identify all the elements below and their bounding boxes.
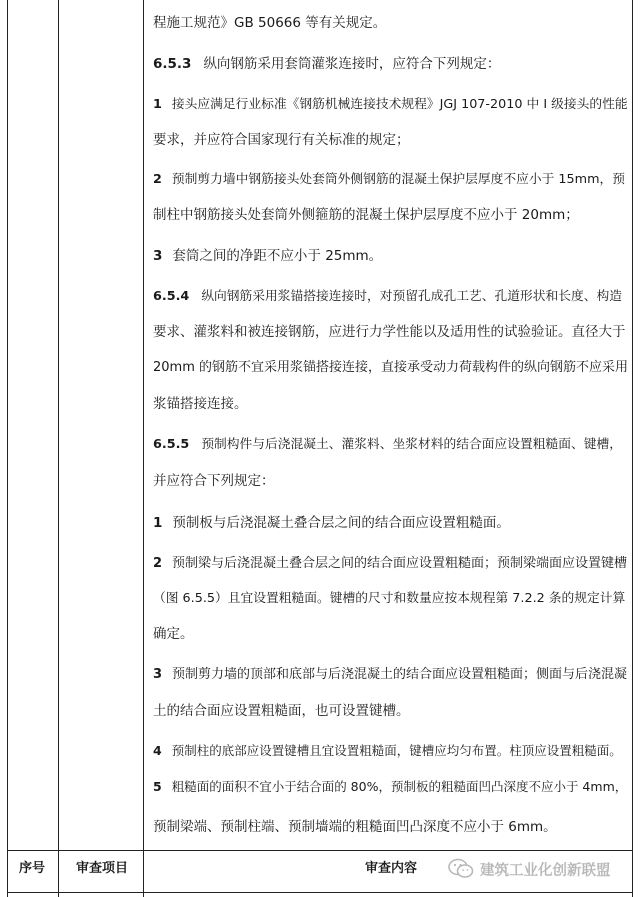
clause-number: 3 — [153, 248, 163, 264]
table-border-right — [632, 0, 633, 897]
header-review-content: 审查内容 — [365, 861, 418, 876]
wechat-icon — [448, 858, 474, 880]
clause-text: 预制梁端、预制柱端、预制墙端的粗糙面凹凸深度不应小于 6mm。 — [153, 819, 557, 835]
clause-text: 接头应满足行业标准《钢筋机械连接技术规程》JGJ 107-2010 中 I 级接头的性能 — [171, 97, 628, 112]
clause-number: 3 — [153, 667, 163, 682]
watermark-text: 建筑工业化创新联盟 — [480, 862, 611, 879]
text-line — [153, 324, 626, 340]
clause-text: 预制板与后浇混凝土叠合层之间的结合面应设置粗糙面。 — [172, 515, 510, 531]
text-line — [153, 207, 579, 223]
clause-text: 纵向钢筋采用浆锚搭接连接时，对预留孔成孔工艺、孔道形状和长度、构造 — [201, 289, 623, 304]
clause-text: 粗糙面的面积不宜小于结合面的 80%，预制板的粗糙面凹凸深度不应小于 4mm， — [171, 779, 628, 794]
clause-text: 要求，并应符合国家现行有关标准的规定； — [153, 132, 410, 148]
text-line — [153, 437, 622, 453]
table-divider-2 — [143, 0, 144, 897]
header-row-top-border — [7, 850, 633, 851]
text-line — [153, 15, 386, 31]
header-serial-number: 序号 — [19, 861, 46, 876]
clause-text: 确定。 — [153, 626, 194, 642]
text-line — [153, 248, 382, 264]
text-line — [153, 360, 628, 376]
text-line — [153, 703, 410, 719]
clause-text: 浆锚搭接连接。 — [153, 396, 248, 412]
text-line — [153, 819, 557, 835]
text-line — [153, 396, 248, 412]
text-line — [153, 132, 410, 148]
clause-number: 2 — [153, 556, 163, 571]
clause-text: 预制柱的底部应设置键槽且宜设置粗糙面，键槽应均匀布置。柱顶应设置粗糙面。 — [171, 743, 622, 758]
clause-number: 5 — [153, 779, 162, 794]
text-line — [153, 667, 627, 683]
clause-text: 预制梁与后浇混凝土叠合层之间的结合面应设置粗糙面；预制梁端面应设置键槽 — [172, 556, 628, 571]
clause-text: 20mm 的钢筋不宜采用浆锚搭接连接，直接承受动力荷载构件的纵向钢筋不应采用 — [153, 360, 629, 375]
clause-text: 并应符合下列规定： — [153, 473, 275, 489]
clause-text: 预制剪力墙的顶部和底部与后浇混凝土的结合面应设置粗糙面；侧面与后浇混凝 — [172, 667, 628, 682]
text-line — [153, 591, 625, 607]
clause-number: 1 — [153, 515, 163, 531]
header-row-bottom-border — [7, 892, 633, 893]
text-line — [153, 515, 510, 531]
clause-number: 1 — [153, 97, 162, 112]
clause-text: 要求、灌浆料和被连接钢筋，应进行力学性能以及适用性的试验验证。直径大于 — [153, 324, 626, 340]
table-divider-1 — [58, 0, 59, 897]
clause-text: 预制剪力墙中钢筋接头处套筒外侧钢筋的混凝土保护层厚度不应小于 15mm，预 — [171, 172, 625, 187]
text-line — [153, 56, 500, 72]
clause-text: 预制构件与后浇混凝土、灌浆料、坐浆材料的结合面应设置粗糙面、键槽， — [201, 437, 623, 452]
watermark — [448, 854, 628, 884]
header-review-item: 审查项目 — [76, 861, 129, 876]
text-line — [153, 289, 622, 305]
text-line — [153, 556, 627, 572]
clause-number: 2 — [153, 172, 162, 187]
clause-text: 纵向钢筋采用套筒灌浆连接时，应符合下列规定： — [203, 56, 501, 72]
table-border-left — [7, 0, 8, 897]
text-line — [153, 172, 625, 188]
clause-text: 套筒之间的净距不应小于 25mm。 — [172, 248, 383, 264]
text-line — [153, 97, 628, 113]
text-line — [153, 779, 627, 795]
clause-number: 6.5.3 — [153, 56, 192, 72]
clause-text: （图 6.5.5）且宜设置粗糙面。键槽的尺寸和数量应按本规程第 7.2.2 条的规定计算 — [153, 591, 626, 606]
clause-number: 6.5.5 — [153, 437, 190, 452]
text-line — [153, 743, 622, 759]
text-line — [153, 626, 194, 642]
clause-number: 4 — [153, 743, 162, 758]
text-line — [153, 473, 275, 489]
clause-number: 6.5.4 — [153, 289, 190, 304]
clause-text: 程施工规范》GB 50666 等有关规定。 — [153, 15, 387, 31]
clause-text: 土的结合面应设置粗糙面，也可设置键槽。 — [153, 703, 410, 719]
clause-text: 制柱中钢筋接头处套筒外侧箍筋的混凝土保护层厚度不应小于 20mm； — [153, 207, 579, 223]
